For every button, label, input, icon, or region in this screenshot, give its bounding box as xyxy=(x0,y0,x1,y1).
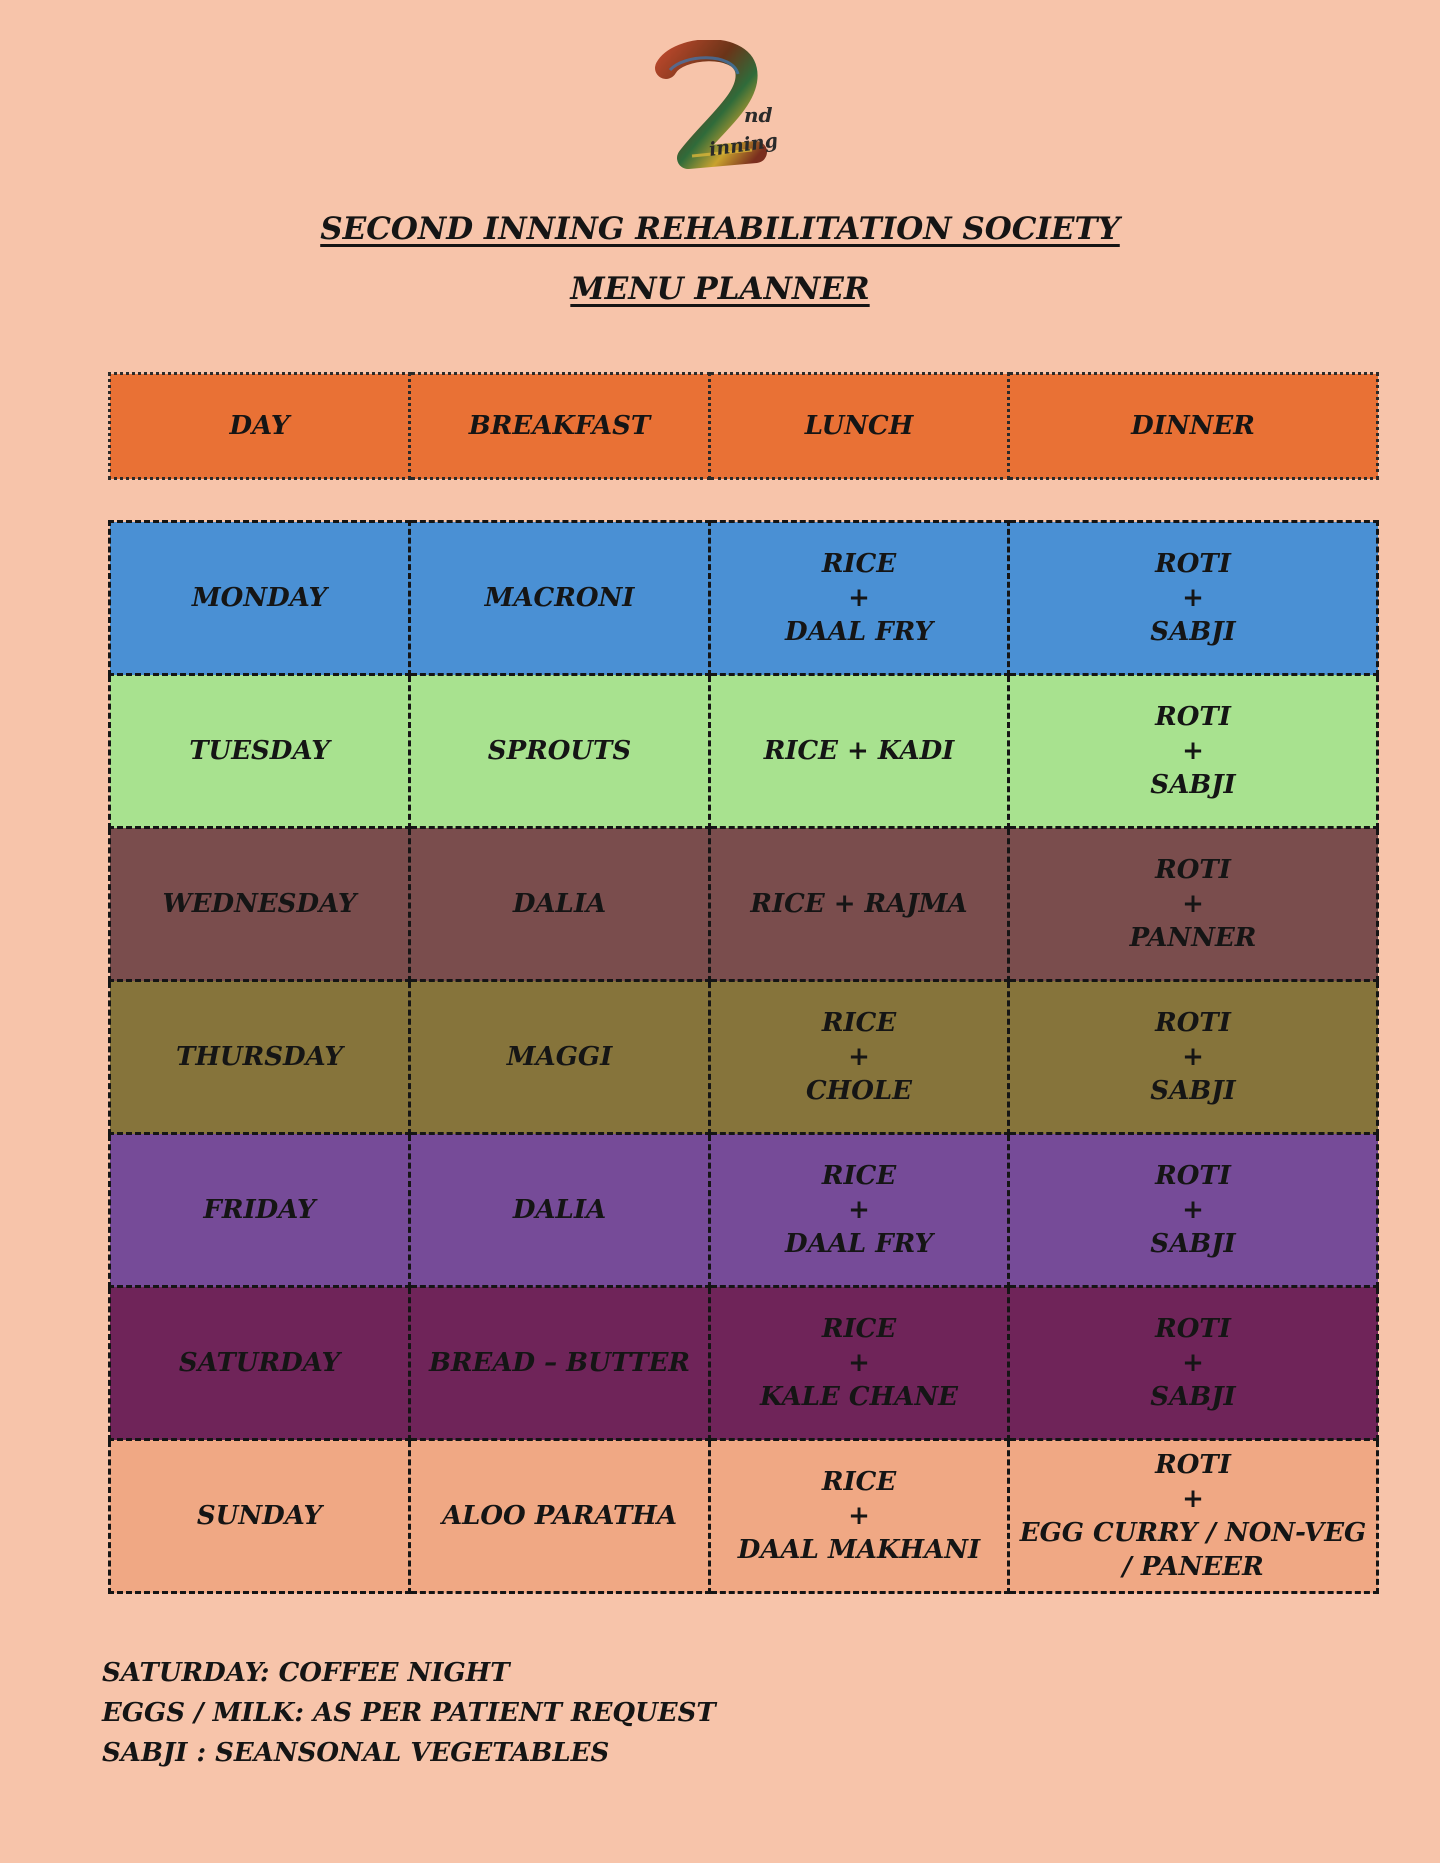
breakfast-cell: SPROUTS xyxy=(410,675,710,828)
lunch-line: + xyxy=(848,1348,870,1378)
day-cell: FRIDAY xyxy=(110,1134,410,1287)
header-cell-lunch: LUNCH xyxy=(710,374,1009,479)
lunch-cell xyxy=(710,1440,1009,1593)
header-row xyxy=(110,374,1378,479)
page-subtitle: MENU PLANNER xyxy=(570,271,870,307)
dinner-line: + xyxy=(1182,1348,1204,1378)
lunch-line: RICE xyxy=(821,1467,897,1497)
dinner-line: + xyxy=(1182,1484,1204,1514)
breakfast-cell: BREAD – BUTTER xyxy=(410,1287,710,1440)
dinner-line: + xyxy=(1182,1195,1204,1225)
dinner-cell xyxy=(1009,981,1378,1134)
menu-row-monday xyxy=(110,522,1378,675)
menu-row-saturday xyxy=(110,1287,1378,1440)
day-cell: THURSDAY xyxy=(110,981,410,1134)
lunch-line: RICE xyxy=(821,1161,897,1191)
dinner-cell xyxy=(1009,828,1378,981)
day-cell: SATURDAY xyxy=(110,1287,410,1440)
breakfast-cell: DALIA xyxy=(410,1134,710,1287)
dinner-line: EGG CURRY / NON-VEG xyxy=(1019,1518,1367,1548)
menu-table xyxy=(108,520,1379,1594)
lunch-line: + xyxy=(848,1042,870,1072)
header-cell-dinner: DINNER xyxy=(1009,374,1378,479)
dinner-line: + xyxy=(1182,736,1204,766)
dinner-line: ROTI xyxy=(1155,1008,1231,1038)
dinner-line: + xyxy=(1182,889,1204,919)
dinner-line: SABJI xyxy=(1150,1229,1236,1259)
lunch-line: RICE xyxy=(821,549,897,579)
menu-row-friday xyxy=(110,1134,1378,1287)
dinner-cell xyxy=(1009,1134,1378,1287)
dinner-line: SABJI xyxy=(1150,617,1236,647)
day-cell: MONDAY xyxy=(110,522,410,675)
dinner-line: SABJI xyxy=(1150,1076,1236,1106)
header-cell-breakfast: BREAKFAST xyxy=(410,374,710,479)
lunch-cell xyxy=(710,1134,1009,1287)
notes xyxy=(102,1653,716,1773)
note-line: EGGS / MILK: AS PER PATIENT REQUEST xyxy=(102,1698,716,1728)
dinner-line: / PANEER xyxy=(1122,1552,1264,1582)
lunch-line: + xyxy=(848,583,870,613)
lunch-cell xyxy=(710,1287,1009,1440)
dinner-cell xyxy=(1009,1440,1378,1593)
lunch-line: RICE + KADI xyxy=(763,736,955,766)
dinner-line: ROTI xyxy=(1155,549,1231,579)
day-cell: SUNDAY xyxy=(110,1440,410,1593)
lunch-cell xyxy=(710,981,1009,1134)
menu-row-sunday xyxy=(110,1440,1378,1593)
dinner-line: SABJI xyxy=(1150,1382,1236,1412)
dinner-line: ROTI xyxy=(1155,1314,1231,1344)
lunch-line: + xyxy=(848,1195,870,1225)
lunch-line: KALE CHANE xyxy=(760,1382,958,1412)
menu-header-table xyxy=(108,372,1379,480)
day-cell: TUESDAY xyxy=(110,675,410,828)
lunch-line: CHOLE xyxy=(805,1076,912,1106)
dinner-line: ROTI xyxy=(1155,1161,1231,1191)
breakfast-cell: MACRONI xyxy=(410,522,710,675)
lunch-line: DAAL FRY xyxy=(784,617,934,647)
menu-row-wednesday xyxy=(110,828,1378,981)
lunch-line: RICE xyxy=(821,1008,897,1038)
dinner-cell xyxy=(1009,522,1378,675)
lunch-cell xyxy=(710,522,1009,675)
breakfast-cell: MAGGI xyxy=(410,981,710,1134)
dinner-cell xyxy=(1009,675,1378,828)
dinner-line: + xyxy=(1182,583,1204,613)
lunch-cell xyxy=(710,675,1009,828)
day-cell: WEDNESDAY xyxy=(110,828,410,981)
dinner-line: SABJI xyxy=(1150,770,1236,800)
menu-row-tuesday xyxy=(110,675,1378,828)
lunch-line: + xyxy=(848,1501,870,1531)
dinner-cell xyxy=(1009,1287,1378,1440)
page-title: SECOND INNING REHABILITATION SOCIETY xyxy=(320,211,1120,247)
svg-text:inning: inning xyxy=(707,129,780,161)
note-line: SATURDAY: COFFEE NIGHT xyxy=(102,1658,510,1688)
menu-row-thursday xyxy=(110,981,1378,1134)
breakfast-cell: ALOO PARATHA xyxy=(410,1440,710,1593)
dinner-line: + xyxy=(1182,1042,1204,1072)
dinner-line: ROTI xyxy=(1155,1450,1231,1480)
second-inning-logo xyxy=(648,40,798,190)
lunch-line: RICE xyxy=(821,1314,897,1344)
note-line: SABJI : SEANSONAL VEGETABLES xyxy=(102,1738,610,1768)
header-cell-day: DAY xyxy=(110,374,410,479)
dinner-line: ROTI xyxy=(1155,702,1231,732)
dinner-line: ROTI xyxy=(1155,855,1231,885)
breakfast-cell: DALIA xyxy=(410,828,710,981)
lunch-line: DAAL MAKHANI xyxy=(737,1535,981,1565)
lunch-line: DAAL FRY xyxy=(784,1229,934,1259)
lunch-cell xyxy=(710,828,1009,981)
lunch-line: RICE + RAJMA xyxy=(750,889,968,919)
dinner-line: PANNER xyxy=(1129,923,1257,953)
svg-text:nd: nd xyxy=(744,103,773,127)
